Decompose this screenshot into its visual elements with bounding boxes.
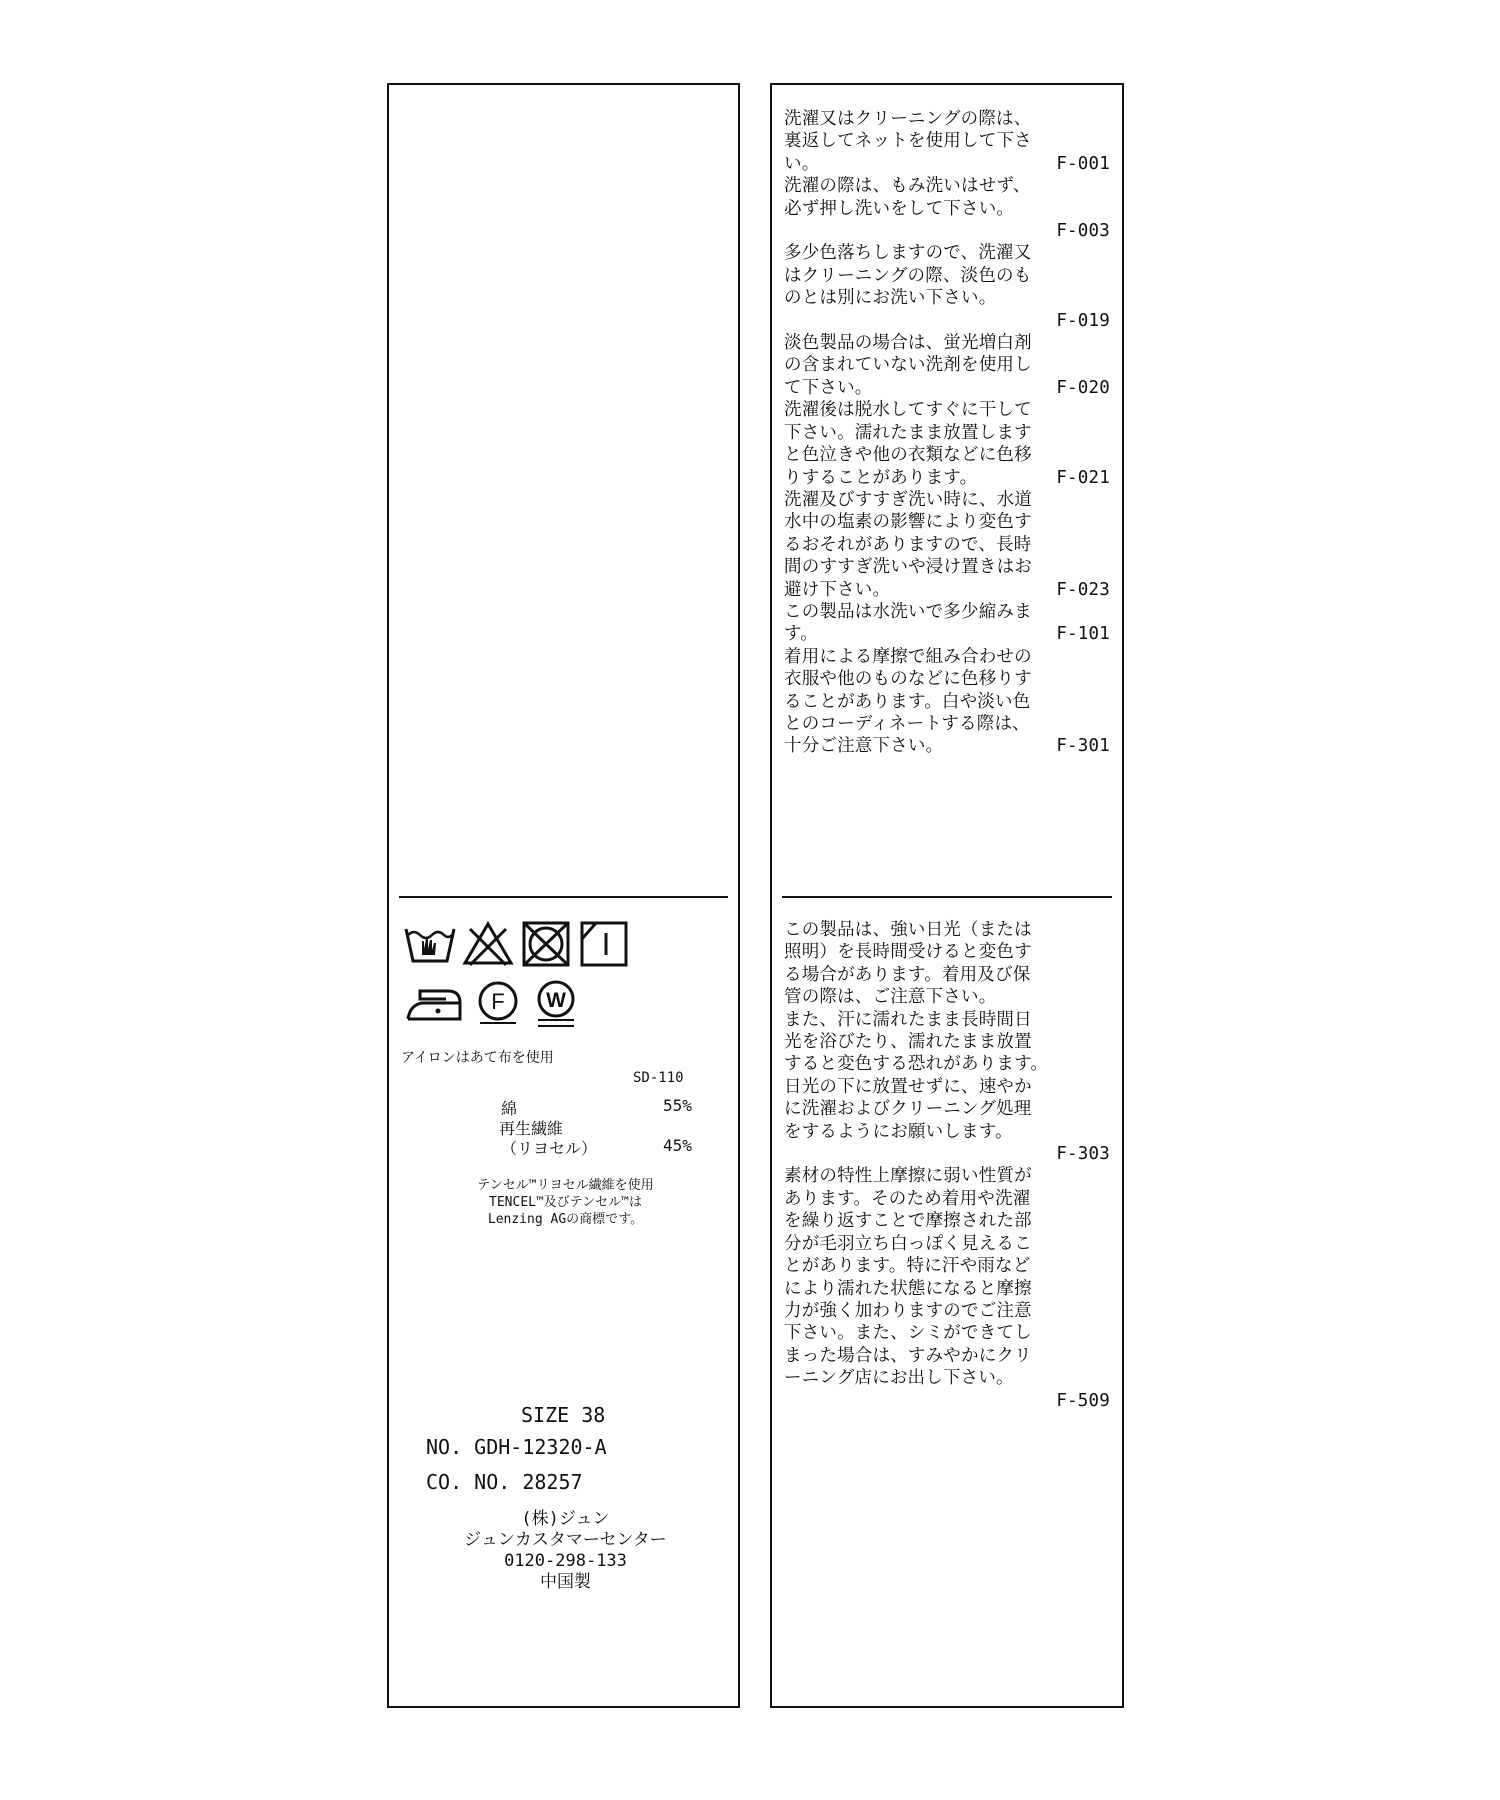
notice-code: F-001 — [1056, 153, 1110, 174]
product-number: NO. GDH-12320-A — [426, 1435, 607, 1459]
notice-line — [784, 691, 1114, 713]
notice-text: に洗濯およびクリーニング処理 — [784, 1099, 1032, 1120]
notice-text: すると変色する恐れがあります。 — [784, 1054, 1049, 1075]
notice-line — [784, 1121, 1114, 1143]
notice-line — [784, 1345, 1114, 1367]
notice-line — [784, 467, 1114, 489]
svg-text:F: F — [491, 989, 505, 1014]
notice-line — [784, 623, 1114, 645]
notice-text: とがあります。特に汗や雨など — [784, 1256, 1031, 1277]
notice-text: るおそれがありますので、長時 — [784, 534, 1032, 555]
trademark-note: Lenzing AGの商標です。 — [487, 1212, 644, 1227]
notice-line — [784, 265, 1114, 287]
trademark-note: テンセル™リヨセル繊維を使用 — [477, 1178, 654, 1193]
notice-text: 多少色落ちしますので、洗濯又 — [784, 243, 1032, 264]
phone-number: 0120-298-133 — [504, 1551, 627, 1571]
notice-text: 下さい。また、シミができてし — [784, 1323, 1032, 1344]
co-number: CO. NO. 28257 — [426, 1470, 583, 1494]
line-dry-shade-icon — [578, 921, 630, 967]
hand-wash-icon — [404, 921, 456, 967]
notice-text: 避け下さい。 — [784, 579, 891, 600]
notice-code: F-101 — [1056, 624, 1110, 645]
notice-text: をするようにお願いします。 — [784, 1121, 1013, 1142]
svg-text:W: W — [546, 989, 566, 1012]
company-info — [389, 1509, 742, 1593]
notice-line — [784, 1233, 1114, 1255]
notice-text: る場合があります。着用及び保 — [784, 964, 1031, 985]
notice-line — [784, 377, 1114, 399]
notice-line — [784, 534, 1114, 556]
notice-code: F-023 — [1056, 579, 1110, 600]
notice-text: により濡れた状態になると摩擦 — [784, 1278, 1032, 1299]
notice-text: ーニング店にお出し下さい。 — [784, 1368, 1014, 1389]
notice-line — [784, 332, 1114, 354]
notice-line — [784, 713, 1114, 735]
notice-line — [784, 153, 1114, 175]
notice-text: 日光の下に放置せずに、速やか — [784, 1076, 1032, 1097]
sd-code: SD-110 — [633, 1070, 684, 1086]
notice-text: 照明）を長時間受けると変色す — [784, 942, 1032, 963]
notice-text: 洗濯後は脱水してすぐに干して — [784, 400, 1032, 421]
notice-line — [784, 579, 1114, 601]
notice-line — [784, 444, 1114, 466]
notice-line — [784, 1255, 1114, 1277]
notice-line — [784, 919, 1114, 941]
notice-text: 十分ご注意下さい。 — [784, 736, 944, 757]
iron-note: アイロンはあて布を使用 — [401, 1050, 554, 1066]
notice-text: はクリーニングの際、淡色のも — [784, 265, 1032, 286]
notice-text: 光を浴びたり、濡れたまま放置 — [784, 1032, 1032, 1053]
notice-line — [784, 130, 1114, 152]
care-notice — [784, 1165, 1114, 1411]
no-tumble-dry-icon — [520, 921, 572, 967]
notice-text: の含まれていない洗剤を使用し — [784, 355, 1032, 376]
notice-text: 水中の塩素の影響により変色す — [784, 512, 1032, 533]
company-name: (株)ジュン — [521, 1509, 610, 1529]
notice-line — [784, 646, 1114, 668]
notice-text: い。 — [784, 153, 820, 174]
notice-line — [784, 1278, 1114, 1300]
care-notice — [784, 601, 1114, 646]
notice-text: この製品は水洗いで多少縮みま — [784, 601, 1032, 622]
notice-text: 間のすすぎ洗いや浸け置きはお — [784, 557, 1032, 578]
notice-code: F-019 — [1056, 310, 1110, 331]
care-notice — [784, 108, 1114, 175]
notice-text: りすることがあります。 — [784, 467, 978, 488]
notice-line — [784, 354, 1114, 376]
notice-line — [784, 668, 1114, 690]
notice-line — [784, 964, 1114, 986]
notice-code: F-303 — [1056, 1144, 1110, 1165]
notice-text: 淡色製品の場合は、蛍光増白剤 — [784, 333, 1032, 354]
notice-line — [784, 399, 1114, 421]
notice-text: 必ず押し洗いをして下さい。 — [784, 198, 1015, 219]
notice-line — [784, 1210, 1114, 1232]
notice-line — [784, 1009, 1114, 1031]
care-notices-top — [784, 108, 1114, 758]
care-notice — [784, 175, 1114, 242]
notice-line — [784, 986, 1114, 1008]
fiber-pct-cotton: 55% — [663, 1096, 692, 1115]
notice-line — [784, 1076, 1114, 1098]
notice-line — [784, 1165, 1114, 1187]
trademark-note: TENCEL™及びテンセル™は — [489, 1195, 642, 1210]
care-notice — [784, 646, 1114, 758]
notice-text: この製品は、強い日光（または — [784, 920, 1032, 940]
notice-line — [784, 1188, 1114, 1210]
notice-line — [784, 242, 1114, 264]
dry-clean-f-icon — [472, 979, 524, 1025]
notice-line — [784, 511, 1114, 533]
notice-text: 下さい。濡れたまま放置します — [784, 422, 1032, 443]
notice-text: 洗濯の際は、もみ洗いはせず、 — [784, 176, 1031, 197]
notice-line — [784, 287, 1114, 309]
care-notice — [784, 489, 1114, 601]
notice-line — [784, 1367, 1114, 1389]
notice-code: F-020 — [1056, 377, 1110, 398]
notice-text: 衣服や他のものなどに色移りす — [784, 669, 1032, 690]
notice-line — [784, 735, 1114, 757]
notice-text: 管の際は、ご注意下さい。 — [784, 987, 997, 1008]
trademark-notes — [389, 1177, 742, 1228]
notice-text: て下さい。 — [784, 377, 873, 398]
notice-text: まった場合は、すみやかにクリ — [784, 1345, 1032, 1366]
fiber-name-lyocell: （リヨセル） — [501, 1139, 598, 1158]
label-left-panel — [387, 83, 740, 1708]
notice-text: とのコーディネートする際は、 — [784, 713, 1030, 734]
notice-code: F-301 — [1056, 736, 1110, 757]
label-right-panel — [770, 83, 1124, 1708]
care-notice — [784, 919, 1114, 1165]
size-value: 38 — [581, 1403, 606, 1427]
notice-code: F-021 — [1056, 467, 1110, 488]
care-notices-bottom — [784, 919, 1114, 1412]
no-bleach-icon — [462, 921, 514, 967]
notice-text: ることがあります。白や淡い色 — [784, 691, 1031, 712]
notice-line — [784, 489, 1114, 511]
panel-divider — [399, 896, 728, 898]
fiber-pct-lyocell: 45% — [663, 1136, 692, 1155]
notice-line — [784, 1300, 1114, 1322]
size-line — [521, 1403, 605, 1427]
notice-line — [784, 1322, 1114, 1344]
panel-divider — [782, 896, 1112, 898]
notice-line — [784, 198, 1114, 220]
notice-line — [784, 556, 1114, 578]
notice-line — [784, 108, 1114, 130]
wet-clean-w-icon — [530, 979, 582, 1029]
notice-text: 洗濯又はクリーニングの際は、 — [784, 109, 1032, 129]
notice-code: F-509 — [1056, 1390, 1110, 1411]
care-notice — [784, 399, 1114, 489]
notice-line — [784, 175, 1114, 197]
notice-text: 力が強く加わりますのでご注意 — [784, 1300, 1032, 1321]
notice-text: 裏返してネットを使用して下さ — [784, 131, 1032, 152]
notice-text: 洗濯及びすすぎ洗い時に、水道 — [784, 489, 1032, 510]
notice-text: と色泣きや他の衣類などに色移 — [784, 445, 1032, 466]
notice-line — [784, 941, 1114, 963]
care-notice — [784, 242, 1114, 332]
notice-text: す。 — [784, 624, 818, 645]
notice-text: 着用による摩擦で組み合わせの — [784, 646, 1032, 667]
notice-line — [784, 1098, 1114, 1120]
notice-line — [784, 422, 1114, 444]
notice-line — [784, 1053, 1114, 1075]
fiber-name-cotton: 綿 — [501, 1099, 518, 1118]
notice-code: F-003 — [1056, 221, 1110, 242]
iron-low-icon — [404, 979, 466, 1025]
notice-text: また、汗に濡れたまま長時間日 — [784, 1009, 1032, 1030]
size-label: SIZE — [521, 1403, 570, 1427]
country-of-origin: 中国製 — [540, 1572, 591, 1592]
customer-center: ジュンカスタマーセンター — [464, 1530, 667, 1550]
notice-line — [784, 1031, 1114, 1053]
care-notice — [784, 332, 1114, 399]
notice-text: あります。そのため着用や洗濯 — [784, 1188, 1031, 1209]
care-symbols — [404, 921, 704, 1041]
notice-text: を繰り返すことで摩擦された部 — [784, 1211, 1032, 1232]
notice-text: 分が毛羽立ち白っぽく見えるこ — [784, 1233, 1032, 1254]
fiber-name-regenerated: 再生繊維 — [499, 1119, 564, 1138]
notice-text: 素材の特性上摩擦に弱い性質が — [784, 1166, 1032, 1187]
notice-text: のとは別にお洗い下さい。 — [784, 288, 997, 309]
notice-line — [784, 601, 1114, 623]
